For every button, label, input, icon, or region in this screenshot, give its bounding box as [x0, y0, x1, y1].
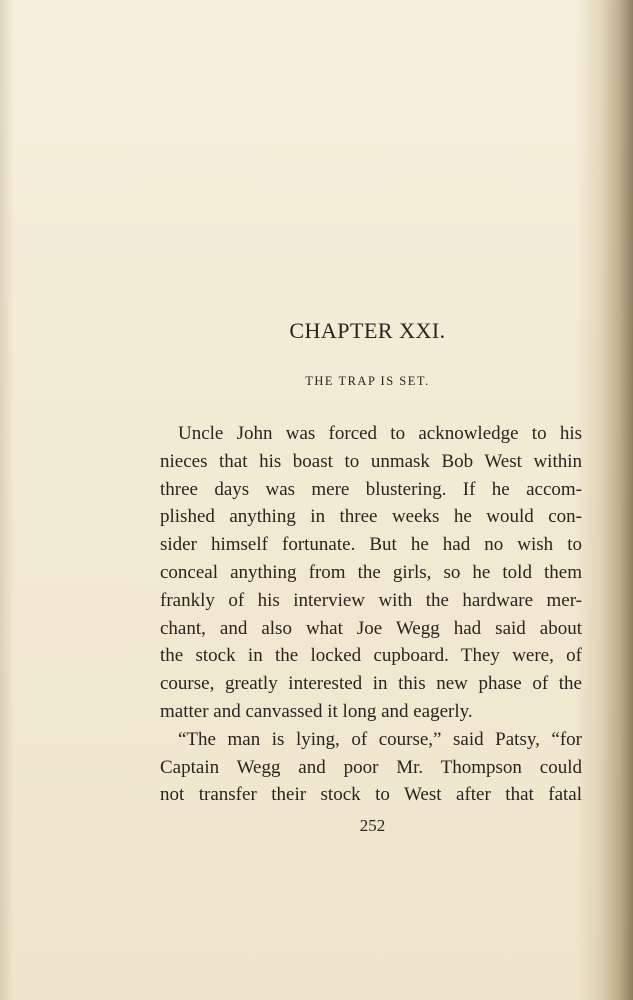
paragraph-1 [160, 420, 582, 726]
text-line: frankly of his interview with the hardware mer- [160, 589, 582, 611]
text-line: nieces that his boast to unmask Bob West within [160, 450, 582, 472]
text-line: not transfer their stock to West after that fatal [160, 784, 582, 806]
text-line: Uncle John was forced to acknowledge to his [178, 423, 582, 444]
body-text [160, 420, 582, 809]
text-line: the stock in the locked cupboard. They were, of [160, 645, 582, 667]
text-line: matter and canvassed it long and eagerly. [160, 700, 473, 722]
text-line: chant, and also what Joe Wegg had said about [160, 617, 582, 639]
text-line: three days was mere blustering. If he accom- [160, 478, 582, 500]
text-line: sider himself fortunate. But he had no wish to [160, 534, 582, 556]
paragraph-2 [160, 726, 582, 809]
chapter-subtitle: THE TRAP IS SET. [305, 374, 430, 388]
text-line: Captain Wegg and poor Mr. Thompson could [160, 756, 582, 778]
text-line: conceal anything from the girls, so he told them [160, 561, 582, 583]
text-line: course, greatly interested in this new phase of the [160, 673, 582, 695]
page-number: 252 [359, 816, 386, 835]
text-line: plished anything in three weeks he would con- [160, 506, 582, 528]
text-line: “The man is lying, of course,” said Patsy, “for [178, 728, 582, 750]
chapter-heading: CHAPTER XXI. [289, 318, 446, 343]
